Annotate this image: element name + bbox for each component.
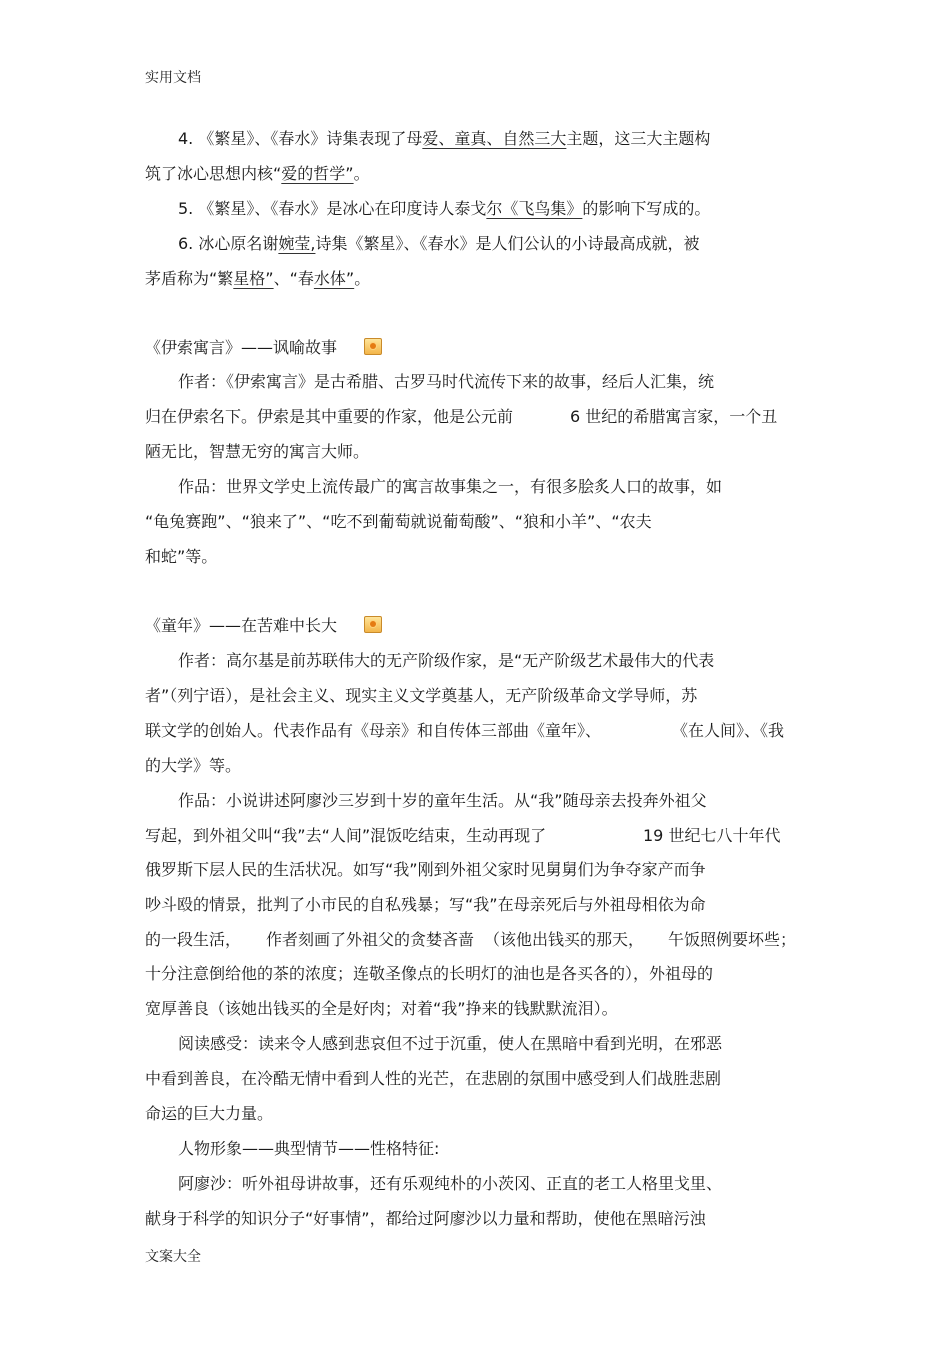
aesop-work-line-1: 作品：世界文学史上流传最广的寓言故事集之一，有很多脍炙人口的故事，如 <box>178 477 723 496</box>
item-4-text-end: 主题，这三大主题构 <box>566 129 711 148</box>
aesop-author-line-2b: 6 世纪的希腊寓言家，一个丑 <box>570 407 778 426</box>
childhood-work-line-5c: （该他出钱买的那天， <box>484 930 645 949</box>
childhood-feel-line-1: 阅读感受：读来令人感到悲哀但不过于沉重，使人在黑暗中看到光明，在邪恶 <box>178 1034 723 1053</box>
childhood-work-line-5d: 午饭照例要坏些； <box>668 930 797 949</box>
item-6-text: 6. 冰心原名谢 <box>178 234 279 253</box>
aesop-work-line-2: “龟兔赛跑”、“狼来了”、“吃不到葡萄就说葡萄酸”、“狼和小羊”、“农夫 <box>145 512 652 531</box>
item-6-underlined: 婉莹, <box>278 234 316 253</box>
item-4-text-end: 。 <box>353 164 370 183</box>
item-4-text: 筑了冰心思想内核“ <box>145 164 282 183</box>
page-footer: 文案大全 <box>145 1249 201 1265</box>
aesop-author-line-3: 陋无比，智慧无穷的寓言大师。 <box>145 442 370 461</box>
page-header: 实用文档 <box>145 70 201 86</box>
characters-line-2: 献身于科学的知识分子“好事情”，都给过阿廖沙以力量和帮助，使他在黑暗污浊 <box>145 1209 706 1228</box>
item-6-text-end: 诗集《繁星》、《春水》是人们公认的小诗最高成就，被 <box>315 234 700 253</box>
item-4-line-1 <box>178 131 710 147</box>
childhood-author-line-1: 作者：高尔基是前苏联伟大的无产阶级作家，是“无产阶级艺术最伟大的代表 <box>178 651 715 670</box>
item-5-text: 5. 《繁星》、《春水》是冰心在印度诗人泰戈 <box>178 199 487 218</box>
aesop-heading: 《伊索寓言》——讽喻故事 <box>145 338 338 357</box>
characters-line-1: 阿廖沙：听外祖母讲故事，还有乐观纯朴的小茨冈、正直的老工人格里戈里、 <box>178 1174 723 1193</box>
item-6-text-end: 。 <box>354 269 371 288</box>
item-4-underlined: 爱、童真、自然三大 <box>422 129 567 148</box>
item-6-text: 、“春 <box>273 269 314 288</box>
childhood-work-line-2b: 19 世纪七八十年代 <box>643 826 781 845</box>
childhood-heading: 《童年》——在苦难中长大 <box>145 616 338 635</box>
childhood-work-line-5b: 作者刻画了外祖父的贪婪吝啬 <box>266 930 475 949</box>
item-6-underlined: 星格” <box>233 269 274 288</box>
childhood-work-line-6: 十分注意倒给他的茶的浓度；连敬圣像点的长明灯的油也是各买各的），外祖母的 <box>145 964 714 983</box>
item-5-text-end: 的影响下写成的。 <box>582 199 711 218</box>
childhood-work-line-3: 俄罗斯下层人民的生活状况。如写“我”刚到外祖父家时见舅舅们为争夺家产而争 <box>145 860 706 879</box>
childhood-work-line-4: 吵斗殴的情景，批判了小市民的自私残暴；写“我”在母亲死后与外祖母相依为命 <box>145 895 706 914</box>
childhood-feel-line-3: 命运的巨大力量。 <box>145 1104 274 1123</box>
aesop-author-line-2a: 归在伊索名下。伊索是其中重要的作家，他是公元前 <box>145 407 514 426</box>
aesop-author-line-1: 作者：《伊索寓言》是古希腊、古罗马时代流传下来的故事，经后人汇集，统 <box>178 372 715 391</box>
item-5-underlined: 尔《飞鸟集》 <box>486 199 583 218</box>
childhood-author-line-2: 者”（列宁语），是社会主义、现实主义文学奠基人，无产阶级革命文学导师，苏 <box>145 686 698 705</box>
item-4-line-2 <box>145 166 370 182</box>
childhood-feel-line-2: 中看到善良，在冷酷无情中看到人性的光芒，在悲剧的氛围中感受到人们战胜悲剧 <box>145 1069 722 1088</box>
item-6-text: 茅盾称为“繁 <box>145 269 234 288</box>
childhood-work-line-1: 作品：小说讲述阿廖沙三岁到十岁的童年生活。从“我”随母亲去投奔外祖父 <box>178 791 707 810</box>
note-icon[interactable] <box>364 616 382 633</box>
aesop-work-line-3: 和蛇”等。 <box>145 547 218 566</box>
item-4-underlined: 爱的哲学” <box>281 164 354 183</box>
item-6-line-1 <box>178 236 699 252</box>
item-5-line <box>178 201 710 217</box>
childhood-work-line-2a: 写起，到外祖父叫“我”去“人间”混饭吃结束，生动再现了 <box>145 826 547 845</box>
item-4-text: 4. 《繁星》、《春水》诗集表现了母 <box>178 129 423 148</box>
childhood-author-line-4: 的大学》等。 <box>145 756 242 775</box>
characters-title: 人物形象——典型情节——性格特征: <box>178 1139 440 1158</box>
childhood-work-line-5a: 的一段生活， <box>145 930 242 949</box>
childhood-work-line-7: 宽厚善良（该她出钱买的全是好肉；对着“我”挣来的钱默默流泪）。 <box>145 999 618 1018</box>
note-icon[interactable] <box>364 338 382 355</box>
childhood-author-line-3a: 联文学的创始人。代表作品有《母亲》和自传体三部曲《童年》、 <box>145 721 602 740</box>
item-6-line-2 <box>145 271 370 287</box>
childhood-author-line-3b: 《在人间》、《我 <box>672 721 785 740</box>
item-6-underlined: 水体” <box>313 269 355 288</box>
